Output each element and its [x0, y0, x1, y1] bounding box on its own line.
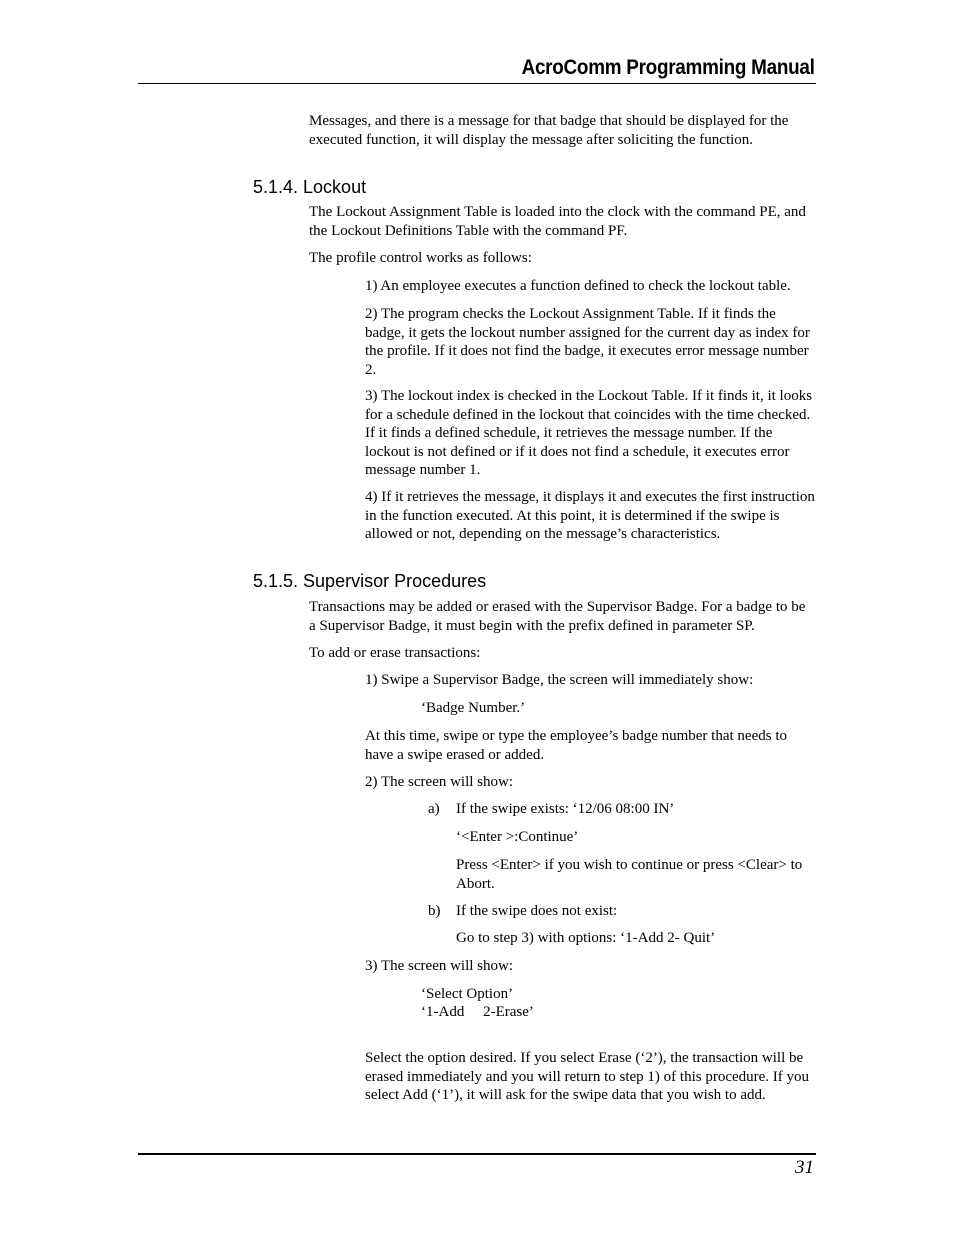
- option-b-text: If the swipe does not exist:: [456, 903, 618, 919]
- intro-paragraph: Messages, and there is a message for that badge that should be displayed for the executed function, it will display the message after soliciting the function.: [309, 113, 789, 148]
- page-header-title: AcroComm Programming Manual: [521, 56, 815, 79]
- supervisor-step-2: 2) The screen will show:: [365, 774, 514, 790]
- lockout-step-1: 1) An employee executes a function defined to check the lockout table.: [365, 278, 791, 294]
- option-a-text: If the swipe exists: ‘12/06 08:00 IN’: [456, 801, 675, 817]
- supervisor-final-paragraph: Select the option desired. If you select Erase (‘2’), the transaction will be erased immediately and you will return to step 1) of this procedure. If you select Add (‘1’), it will ask for the swipe data that you wish to add.: [365, 1050, 810, 1103]
- lockout-step-2: 2) The program checks the Lockout Assignment Table. If it finds the badge, it gets the lockout number assigned for the current day as index for the profile. If it does not find the badge, it executes error message number 2.: [365, 306, 810, 378]
- option-a-press-text: Press <Enter> if you wish to continue or press <Clear> to Abort.: [456, 857, 803, 892]
- screen-text-options: ‘1-Add 2-Erase’: [421, 1004, 534, 1020]
- lockout-paragraph-1: The Lockout Assignment Table is loaded into the clock with the command PE, and the Lockout Definitions Table with the command PF.: [309, 204, 806, 239]
- screen-text-enter-continue: ‘<Enter >:Continue’: [456, 829, 579, 845]
- section-heading-supervisor: 5.1.5. Supervisor Procedures: [253, 571, 487, 591]
- supervisor-step-3: 3) The screen will show:: [365, 958, 514, 974]
- screen-text-badge-number: ‘Badge Number.’: [421, 700, 526, 716]
- screen-text-select-option: ‘Select Option’: [421, 986, 514, 1002]
- supervisor-paragraph-1: Transactions may be added or erased with the Supervisor Badge. For a badge to be a Supervisor Badge, it must begin with the prefix defined in parameter SP.: [309, 599, 806, 634]
- supervisor-step-1: 1) Swipe a Supervisor Badge, the screen will immediately show:: [365, 672, 754, 688]
- list-label-a: a): [428, 801, 440, 817]
- section-heading-lockout: 5.1.4. Lockout: [253, 177, 367, 197]
- footer-rule: [138, 1153, 816, 1155]
- lockout-paragraph-2: The profile control works as follows:: [309, 250, 532, 266]
- supervisor-at-this-time: At this time, swipe or type the employee’s badge number that needs to have a swipe erased or added.: [365, 728, 787, 763]
- list-label-b: b): [428, 903, 441, 919]
- supervisor-paragraph-2: To add or erase transactions:: [309, 645, 481, 661]
- option-b-goto-text: Go to step 3) with options: ‘1-Add 2- Quit’: [456, 930, 716, 946]
- page-number: 31: [795, 1157, 814, 1178]
- header-rule: [138, 83, 816, 84]
- lockout-step-4: 4) If it retrieves the message, it displays it and executes the first instruction in the function executed. At this point, it is determined if the swipe is allowed or not, depending on the message’s characteristics.: [365, 489, 815, 542]
- lockout-step-3: 3) The lockout index is checked in the Lockout Table. If it finds it, it looks for a schedule defined in the lockout that coincides with the time checked. If it finds a defined schedule, it retrieves the message number. If the lockout is not defined or if it does not find a schedule, it executes error message number 1.: [365, 388, 813, 478]
